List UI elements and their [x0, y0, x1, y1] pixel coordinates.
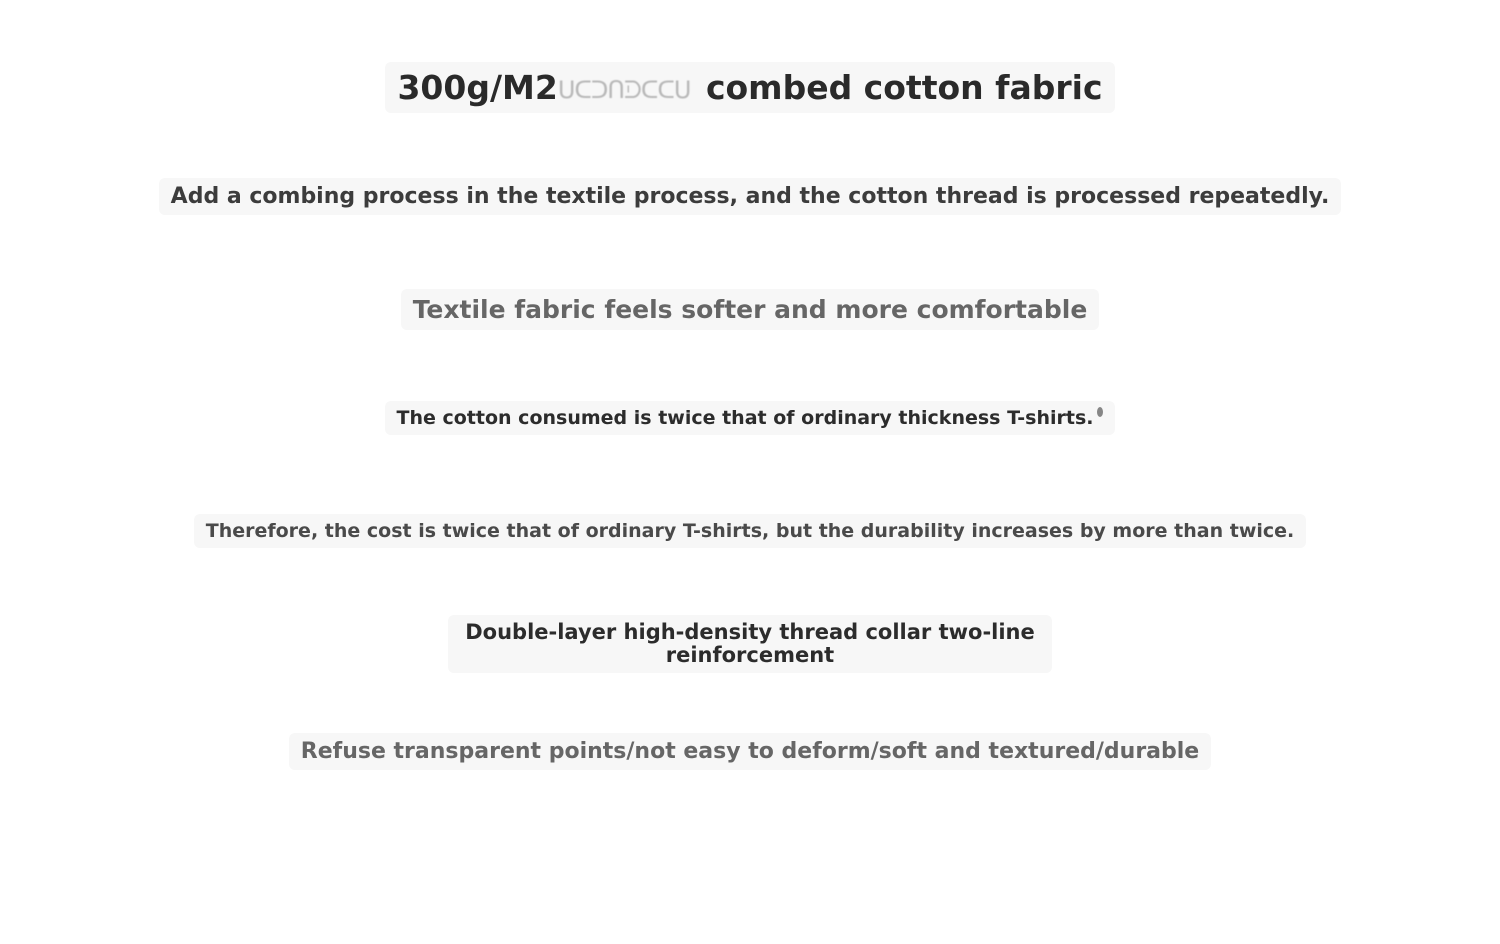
line-softer-fabric — [0, 289, 1500, 330]
consumed-text: The cotton consumed is twice that of ordinary thickness T-shirts. — [396, 407, 1094, 429]
heading-fabric-title — [0, 62, 1500, 113]
title-pill — [385, 62, 1114, 113]
consumed-pill — [385, 401, 1116, 435]
title-garbled-text: ᑌᑕᑐᑎᑓᑕᑕᑌ — [557, 75, 691, 104]
combing-text: Add a combing process in the textile process, and the cotton thread is processed repeatedly. — [159, 178, 1342, 215]
line-features — [0, 733, 1500, 770]
softer-text: Textile fabric feels softer and more comfortable — [401, 289, 1100, 330]
cost-text: Therefore, the cost is twice that of ordinary T-shirts, but the durability increases by more than twice. — [194, 514, 1307, 548]
line-collar-reinforcement — [0, 615, 1500, 673]
line-cost-durability — [0, 514, 1500, 548]
line-cotton-consumed — [0, 401, 1500, 435]
title-prefix: 300g/M2 — [397, 68, 558, 107]
features-text: Refuse transparent points/not easy to deform/soft and textured/durable — [289, 733, 1211, 770]
speck-mark — [1097, 407, 1103, 417]
line-combing-process — [0, 178, 1500, 215]
collar-text: Double-layer high-density thread collar two-line reinforcement — [448, 615, 1052, 673]
title-suffix: combed cotton fabric — [705, 68, 1103, 107]
